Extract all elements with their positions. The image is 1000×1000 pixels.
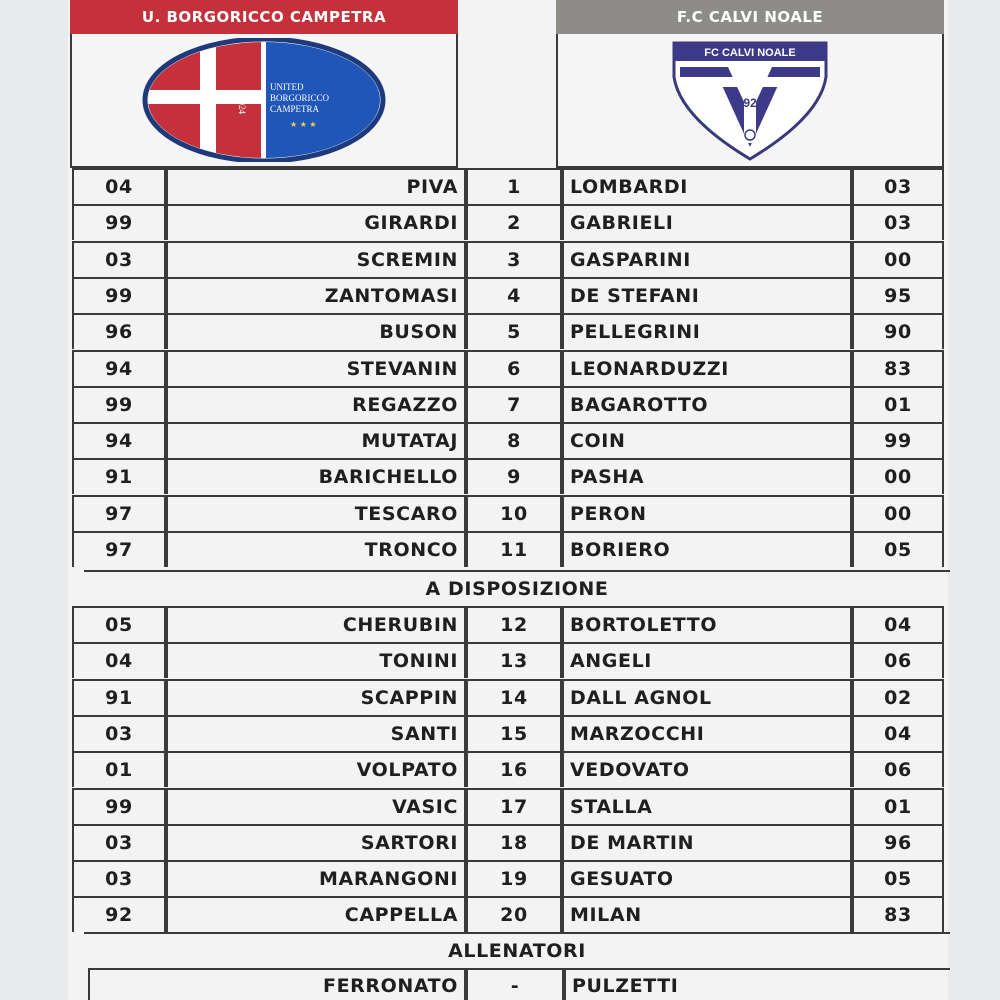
player-row xyxy=(70,386,944,422)
home-birth-year: 04 xyxy=(72,642,164,678)
away-player-name: GESUATO xyxy=(560,860,850,896)
player-row xyxy=(70,350,944,386)
home-coach: FERRONATO xyxy=(88,968,464,1000)
away-logo-text: FC CALVI NOALE xyxy=(704,47,796,59)
away-birth-year: 06 xyxy=(850,642,944,678)
home-birth-year: 99 xyxy=(72,386,164,422)
home-birth-year: 97 xyxy=(72,495,164,531)
home-player-name: CAPPELLA xyxy=(164,896,464,932)
home-birth-year: 97 xyxy=(72,531,164,567)
away-birth-year: 03 xyxy=(850,168,944,204)
away-birth-year: 99 xyxy=(850,422,944,458)
shirt-number: 7 xyxy=(464,386,560,422)
away-birth-year: 01 xyxy=(850,788,944,824)
home-birth-year: 92 xyxy=(72,896,164,932)
home-birth-year: 94 xyxy=(72,422,164,458)
away-birth-year: 95 xyxy=(850,277,944,313)
shirt-number: 8 xyxy=(464,422,560,458)
away-player-name: PERON xyxy=(560,495,850,531)
away-logo-year: 1925 xyxy=(736,96,764,110)
home-player-name: TONINI xyxy=(164,642,464,678)
home-birth-year: 91 xyxy=(72,679,164,715)
shirt-number: 15 xyxy=(464,715,560,751)
home-birth-year: 05 xyxy=(72,606,164,642)
away-player-name: GASPARINI xyxy=(560,241,850,277)
away-player-name: BORIERO xyxy=(560,531,850,567)
home-team-name: U. BORGORICCO CAMPETRA xyxy=(141,8,387,26)
away-player-name: LEONARDUZZI xyxy=(560,350,850,386)
player-row xyxy=(70,422,944,458)
home-birth-year: 99 xyxy=(72,788,164,824)
away-player-name: STALLA xyxy=(560,788,850,824)
home-logo-box xyxy=(70,34,458,168)
away-birth-year: 02 xyxy=(850,679,944,715)
home-birth-year: 96 xyxy=(72,313,164,349)
shirt-number: 5 xyxy=(464,313,560,349)
home-birth-year: 94 xyxy=(72,350,164,386)
player-row xyxy=(70,531,944,567)
home-player-name: GIRARDI xyxy=(164,204,464,240)
player-row xyxy=(70,715,944,751)
home-birth-year: 99 xyxy=(72,204,164,240)
coaches-title: ALLENATORI xyxy=(448,940,586,962)
home-player-name: BUSON xyxy=(164,313,464,349)
home-player-name: MARANGONI xyxy=(164,860,464,896)
shirt-number: 11 xyxy=(464,531,560,567)
player-row xyxy=(70,824,944,860)
player-row xyxy=(70,277,944,313)
away-player-name: ANGELI xyxy=(560,642,850,678)
shirt-number: 4 xyxy=(464,277,560,313)
away-coach: PULZETTI xyxy=(562,968,950,1000)
coach-separator: - xyxy=(464,968,562,1000)
home-logo-text-1: UNITED xyxy=(270,82,304,92)
away-birth-year: 00 xyxy=(850,458,944,494)
player-row xyxy=(70,860,944,896)
coaches-row xyxy=(84,968,950,1000)
home-player-name: SANTI xyxy=(164,715,464,751)
shirt-number: 10 xyxy=(464,495,560,531)
away-player-name: BORTOLETTO xyxy=(560,606,850,642)
away-birth-year: 03 xyxy=(850,204,944,240)
shirt-number: 20 xyxy=(464,896,560,932)
home-logo-text-3: CAMPETRA xyxy=(270,104,320,114)
away-birth-year: 01 xyxy=(850,386,944,422)
home-player-name: VOLPATO xyxy=(164,751,464,787)
home-player-name: STEVANIN xyxy=(164,350,464,386)
away-team-header xyxy=(556,0,944,34)
away-birth-year: 96 xyxy=(850,824,944,860)
away-player-name: COIN xyxy=(560,422,850,458)
away-birth-year: 00 xyxy=(850,241,944,277)
away-player-name: MILAN xyxy=(560,896,850,932)
home-birth-year: 99 xyxy=(72,277,164,313)
home-birth-year: 91 xyxy=(72,458,164,494)
shirt-number: 1 xyxy=(464,168,560,204)
home-birth-year: 03 xyxy=(72,715,164,751)
player-row xyxy=(70,204,944,240)
away-birth-year: 04 xyxy=(850,715,944,751)
coaches-section-title xyxy=(84,932,950,968)
subs-section-title xyxy=(84,570,950,606)
player-row xyxy=(70,751,944,787)
home-birth-year: 04 xyxy=(72,168,164,204)
away-player-name: VEDOVATO xyxy=(560,751,850,787)
player-row xyxy=(70,458,944,494)
away-team-name: F.C CALVI NOALE xyxy=(676,8,824,26)
home-team-logo xyxy=(142,38,386,162)
player-row xyxy=(70,241,944,277)
away-player-name: BAGAROTTO xyxy=(560,386,850,422)
away-birth-year: 83 xyxy=(850,896,944,932)
shirt-number: 17 xyxy=(464,788,560,824)
shirt-number: 3 xyxy=(464,241,560,277)
shirt-number: 6 xyxy=(464,350,560,386)
away-logo-box xyxy=(556,34,944,168)
shirt-number: 19 xyxy=(464,860,560,896)
subs-title: A DISPOSIZIONE xyxy=(425,578,609,600)
home-birth-year: 01 xyxy=(72,751,164,787)
shirt-number: 12 xyxy=(464,606,560,642)
home-player-name: CHERUBIN xyxy=(164,606,464,642)
player-row xyxy=(70,642,944,678)
home-player-name: VASIC xyxy=(164,788,464,824)
away-player-name: DE STEFANI xyxy=(560,277,850,313)
home-logo-text-2: BORGORICCO xyxy=(270,93,330,103)
away-birth-year: 05 xyxy=(850,531,944,567)
home-team-header xyxy=(70,0,458,34)
home-player-name: REGAZZO xyxy=(164,386,464,422)
away-player-name: PASHA xyxy=(560,458,850,494)
away-player-name: MARZOCCHI xyxy=(560,715,850,751)
player-row xyxy=(70,313,944,349)
player-row xyxy=(70,896,944,932)
away-player-name: LOMBARDI xyxy=(560,168,850,204)
home-logo-year: 1924 xyxy=(237,96,247,114)
away-team-logo xyxy=(660,37,840,163)
player-row xyxy=(70,679,944,715)
shirt-number: 14 xyxy=(464,679,560,715)
home-player-name: MUTATAJ xyxy=(164,422,464,458)
shirt-number: 13 xyxy=(464,642,560,678)
home-player-name: PIVA xyxy=(164,168,464,204)
home-player-name: SCAPPIN xyxy=(164,679,464,715)
away-birth-year: 04 xyxy=(850,606,944,642)
away-birth-year: 00 xyxy=(850,495,944,531)
away-player-name: GABRIELI xyxy=(560,204,850,240)
away-birth-year: 90 xyxy=(850,313,944,349)
away-player-name: DALL AGNOL xyxy=(560,679,850,715)
away-birth-year: 05 xyxy=(850,860,944,896)
player-row xyxy=(70,788,944,824)
away-player-name: DE MARTIN xyxy=(560,824,850,860)
home-birth-year: 03 xyxy=(72,241,164,277)
home-birth-year: 03 xyxy=(72,860,164,896)
away-player-name: PELLEGRINI xyxy=(560,313,850,349)
home-birth-year: 03 xyxy=(72,824,164,860)
shirt-number: 2 xyxy=(464,204,560,240)
shirt-number: 16 xyxy=(464,751,560,787)
away-birth-year: 83 xyxy=(850,350,944,386)
home-player-name: ZANTOMASI xyxy=(164,277,464,313)
player-row xyxy=(70,495,944,531)
home-player-name: SARTORI xyxy=(164,824,464,860)
player-row xyxy=(70,606,944,642)
home-player-name: BARICHELLO xyxy=(164,458,464,494)
home-logo-stars: ★ ★ ★ xyxy=(290,120,317,129)
player-row xyxy=(70,168,944,204)
shirt-number: 9 xyxy=(464,458,560,494)
home-player-name: TRONCO xyxy=(164,531,464,567)
shirt-number: 18 xyxy=(464,824,560,860)
away-birth-year: 06 xyxy=(850,751,944,787)
home-player-name: TESCARO xyxy=(164,495,464,531)
home-player-name: SCREMIN xyxy=(164,241,464,277)
